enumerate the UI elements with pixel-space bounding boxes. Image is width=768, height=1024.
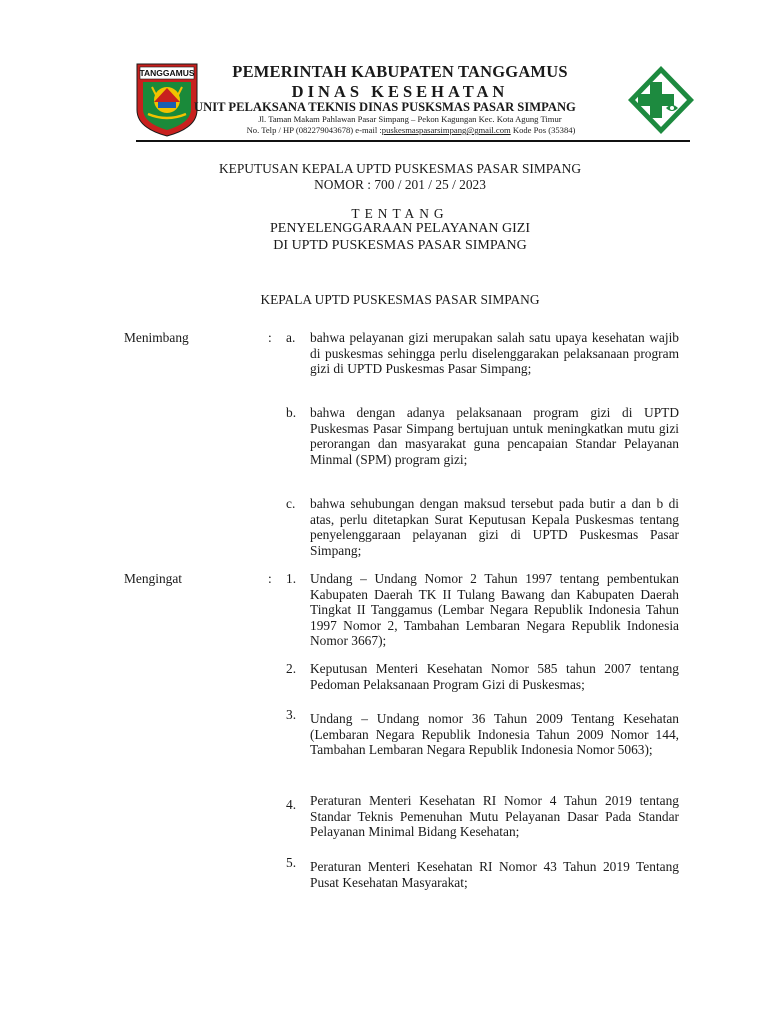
- puskesmas-logo: [626, 64, 696, 136]
- mengingat-mark-5: 5.: [286, 855, 297, 870]
- mengingat-item-4: Peraturan Menteri Kesehatan RI Nomor 4 Tahun 2019 tentang Standar Teknis Pemenuhan Mutu Pelayanan Dasar Pada Standar Pelayanan Minimal Bidang Kesehatan;: [310, 793, 679, 840]
- mengingat-mark-2: 2.: [286, 661, 297, 676]
- tanggamus-regency-logo: [134, 62, 200, 138]
- phone-text: No. Telp / HP (082279043678) e-mail :: [246, 125, 382, 135]
- mengingat-item-1: Undang – Undang Nomor 2 Tahun 1997 tentang pembentukan Kabupaten Daerah TK II Tulang Bawang dan Kabupaten Daerah Tingkat II Tanggamus (Lembar Negara Republik Indonesia Tahun 1997 Nomor 2, Tambahan Lembaran Negara Republik Indonesia Nomor 3667);: [310, 571, 679, 649]
- government-name: PEMERINTAH KABUPATEN TANGGAMUS: [232, 62, 568, 81]
- mengingat-mark-1: 1.: [286, 571, 297, 586]
- decision-title: KEPUTUSAN KEPALA UPTD PUSKESMAS PASAR SIMPANG: [218, 161, 582, 176]
- subject-line-2: DI UPTD PUSKESMAS PASAR SIMPANG: [273, 238, 527, 253]
- menimbang-mark-c: c.: [286, 496, 296, 511]
- decision-number: NOMOR : 700 / 201 / 25 / 2023: [314, 177, 486, 192]
- address: Jl. Taman Makam Pahlawan Pasar Simpang – Pekon Kagungan Kec. Kota Agung Timur: [258, 114, 562, 124]
- letterhead-divider: [136, 140, 690, 142]
- subject-line-1: PENYELENGGARAAN PELAYANAN GIZI: [269, 221, 531, 236]
- svg-text:TANGGAMUS: TANGGAMUS: [139, 68, 195, 78]
- menimbang-mark-a: a.: [286, 330, 296, 345]
- menimbang-item-c: bahwa sehubungan dengan maksud tersebut pada butir a dan b di atas, perlu ditetapkan Surat Keputusan Kepala Puskesmas tentang penyelenggaraan pelayanan gizi di UPTD Puskesmas Pasar Simpang;: [310, 496, 679, 558]
- menimbang-colon: :: [268, 330, 272, 345]
- unit-name: UNIT PELAKSANA TEKNIS DINAS PUSKSMAS PASAR SIMPANG: [194, 100, 576, 114]
- issuer-heading: KEPALA UPTD PUSKESMAS PASAR SIMPANG: [260, 292, 540, 307]
- menimbang-mark-b: b.: [286, 405, 297, 420]
- agency-name: DINAS KESEHATAN: [291, 82, 509, 101]
- menimbang-label: Menimbang: [124, 330, 189, 345]
- mengingat-mark-4: 4.: [286, 797, 297, 812]
- mengingat-mark-3: 3.: [286, 707, 297, 722]
- mengingat-colon: :: [268, 571, 272, 586]
- mengingat-item-2: Keputusan Menteri Kesehatan Nomor 585 tahun 2007 tentang Pedoman Pelaksanaan Program Gizi di Puskesmas;: [310, 661, 679, 692]
- menimbang-item-a: bahwa pelayanan gizi merupakan salah satu upaya kesehatan wajib di puskesmas sehingga perlu diselenggarakan pelaksanaan program gizi di UPTD Puskesmas Pasar Simpang;: [310, 330, 679, 377]
- about-heading: TENTANG: [351, 206, 449, 221]
- menimbang-item-b: bahwa dengan adanya pelaksanaan program gizi di UPTD Puskesmas Pasar Simpang bertujuan untuk meningkatkan mutu gizi perorangan dan masyarakat guna pencapaian Standar Pelayanan Minmal (SPM) program gizi;: [310, 405, 679, 467]
- contact-line: [196, 125, 626, 135]
- mengingat-label: Mengingat: [124, 571, 183, 586]
- mengingat-item-5: Peraturan Menteri Kesehatan RI Nomor 43 Tahun 2019 Tentang Pusat Kesehatan Masyarakat;: [310, 859, 679, 890]
- mengingat-item-3: Undang – Undang nomor 36 Tahun 2009 Tentang Kesehatan (Lembaran Negara Republik Indonesia Tahun 2009 Nomor 144, Tambahan Lembaran Negara Republik Indonesia Nomor 5063);: [310, 711, 679, 758]
- email-link[interactable]: puskesmaspasarsimpang@gmail.com: [381, 125, 511, 135]
- postal-code: Kode Pos (35384): [512, 125, 576, 135]
